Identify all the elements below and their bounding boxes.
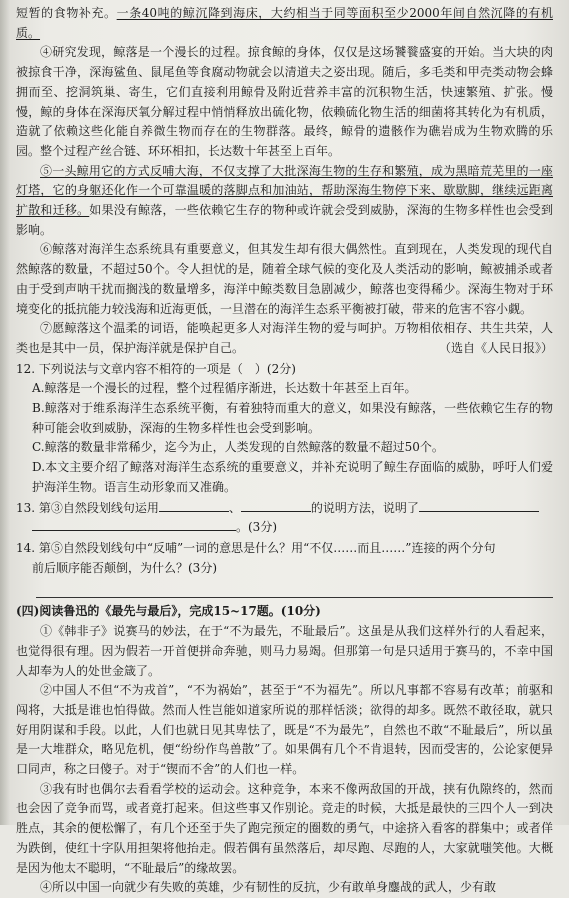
question-12-option-b: B.鲸落对于维系海洋生态系统平衡，有着独特而重大的意义，如果没有鲸落，一些依赖它生存的物种可能会收到威胁，深海的生物多样性也会受到影响。 <box>32 401 553 435</box>
article-paragraph-4: ④研究发现，鲸落是一个漫长的过程。掠食鲸的身体，仅仅是这场饕餮盛宴的开始。当大块的肉被掠食干净，深海鲨鱼、鼠尾鱼等食腐动物就会以清道夫之姿出现。随后，多毛类和甲壳类动物会蜂拥而至、挖洞筑巢、寄生，它们直接利用鲸骨及附近营养丰富的沉积物生活，快速繁殖、扩张。慢慢，鲸的身体在深海厌氧分解过程中悄悄释放出硫化物，依赖硫化物生活的细菌将其转化为有机质，造就了依赖这些化能自养微生物而存在的生物群落。最终，鲸骨的遗骸作为礁岩成为生物欢腾的乐园。整个过程产丝合链、环环相扣，长达数十年甚至上百年。 <box>16 45 553 158</box>
answer-blank-1[interactable] <box>159 499 229 512</box>
article-paragraph-5 <box>16 162 553 241</box>
article-paragraph-6: ⑥鲸落对海洋生态系统具有重要意义，但其发生却有很大偶然性。直到现在，人类发现的现代自然鲸落的数量，不超过50个。令人担忧的是，随着全球气候的变化及人类活动的影响，鲸被捕杀或者由于受到声呐干扰而搁浅的数量增多，海洋中鲸类数目急剧减少，鲸落也变得稀少。深海生物对于环境变化的抵抗能力较浅海和近海更低，一旦潜在的海洋生态系平衡被打破，带来的危害不容小觑。 <box>16 242 553 316</box>
question-13-text: 13. 第③自然段划线句运用 <box>16 500 159 515</box>
underlined-sentence: ⑤一头鲸用它的方式反哺大海，不仅支撑了大批深海生物的生存和繁殖，成为黑暗荒芜里的一座灯塔，它的身躯还化作一个可靠温暖的落脚点和加油站，帮助深海生物停下来、歇歇脚，继续远距离扩散和迁移。 <box>16 163 553 218</box>
question-12-option-a: A.鲸落是一个漫长的过程，整个过程循序渐进，长达数十年甚至上百年。 <box>32 381 417 396</box>
question-14-line-2: 前后顺序能否颠倒，为什么？(3分) <box>32 560 217 575</box>
answer-blank-3[interactable] <box>419 499 539 512</box>
paragraph-text: ⑦愿鲸落这个温柔的词语，能唤起更多人对海洋生物的爱与呵护。万物相依相存、共生共荣，人类也是其中一员，保护海洋就是保护自己。 <box>16 321 553 355</box>
answer-blank-4[interactable] <box>32 518 142 531</box>
question-13-score: 。(3分) <box>236 520 277 535</box>
question-12-option-c: C.鲸落的数量非常稀少，迄今为止，人类发现的自然鲸落的数量不超过50个。 <box>32 440 444 455</box>
question-14-line-1: 14. 第⑤自然段划线句中“反哺”一词的意思是什么？用“不仅……而且……”连接的两个分句 <box>16 540 496 555</box>
article-source: （选自《人民日报》） <box>438 340 553 355</box>
section-4-paragraph-2: ②中国人不但“不为戎首”，“不为祸始”，甚至于“不为福先”。所以凡事都不容易有改革；前驱和闯将，大抵是谁也怕得做。然而人性岂能如道家所说的那样恬淡；欲得的却多。既然不敢径取，就只好用阴谋和手段。以此，人们也就日见其卑怯了，既是“不为最先”，自然也不敢“不耻最后”，所以虽是一大堆群众，略见危机，便“纷纷作鸟兽散”了。如果偶有几个不肯退转，因而受害的，公论家便异口同声，称之曰傻子。对于“锲而不舍”的人们也一样。 <box>16 683 553 777</box>
answer-blank-2[interactable] <box>241 499 311 512</box>
page-edge-shadow <box>0 0 10 825</box>
question-12-option-d: D.本文主要介绍了鲸落对海洋生态系统的重要意义，并补充说明了鲸生存面临的威胁，呼吁人们爱护海洋生物。语言生动形象而又准确。 <box>32 460 553 494</box>
paragraph-text: 如果没有鲸落，一些依赖它生存的物种或许就会受到威胁，深海的生物多样性也会受到影响。 <box>16 203 553 237</box>
question-13 <box>16 499 553 519</box>
question-13-line-2 <box>16 518 553 538</box>
paragraph-text: 短暂的食物补充。 <box>16 6 117 20</box>
section-4-paragraph-4: ④所以中国一向就少有失败的英雄，少有韧性的反抗，少有敢单身鏖战的武人，少有敢 <box>40 880 497 895</box>
answer-line[interactable] <box>36 578 553 598</box>
article-paragraph-3-end <box>16 4 553 43</box>
question-13-text-2: 的说明方法，说明了 <box>310 500 419 515</box>
article-paragraph-7 <box>16 319 553 358</box>
answer-blank-5[interactable] <box>142 518 236 531</box>
section-4-header: (四)阅读鲁迅的《最先与最后》，完成15~17题。(10分) <box>16 604 321 619</box>
section-4-paragraph-1: ①《韩非子》说赛马的妙法，在于“不为最先，不耻最后”。这虽是从我们这样外行的人看起来，也觉得很有理。因为假若一开首便拼命奔驰，则马力易竭。但那第一句是只适用于赛马的，不幸中国人却奉为人的处世金箴了。 <box>16 624 553 678</box>
section-4-paragraph-3: ③我有时也偶尔去看看学校的运动会。这种竞争，本来不像两敌国的开战，挟有仇隙终的，然而也会因了竞争而骂，或者竟打起来。但这些事又作别论。竞走的时候，大抵是最快的三四个人一到决胜点，其余的便松懈了，有几个还至于失了跑完预定的圈数的勇气，中途挤入看客的群集中；或者佯为跌倒，使红十字队用担架将他抬走。假若偶有虽然落后，却尽跑、尽跑的人，大家就嗤笑他。大概是因为他太不聪明，“不耻最后”的缘故罢。 <box>16 781 553 875</box>
underlined-sentence: 一条40吨的鲸沉降到海床，大约相当于同等面积至少2000年间自然沉降的有机质。 <box>16 6 553 40</box>
separator: 、 <box>228 500 241 515</box>
question-12-stem: 12. 下列说法与文章内容不相符的一项是（ ）(2分) <box>16 361 296 376</box>
